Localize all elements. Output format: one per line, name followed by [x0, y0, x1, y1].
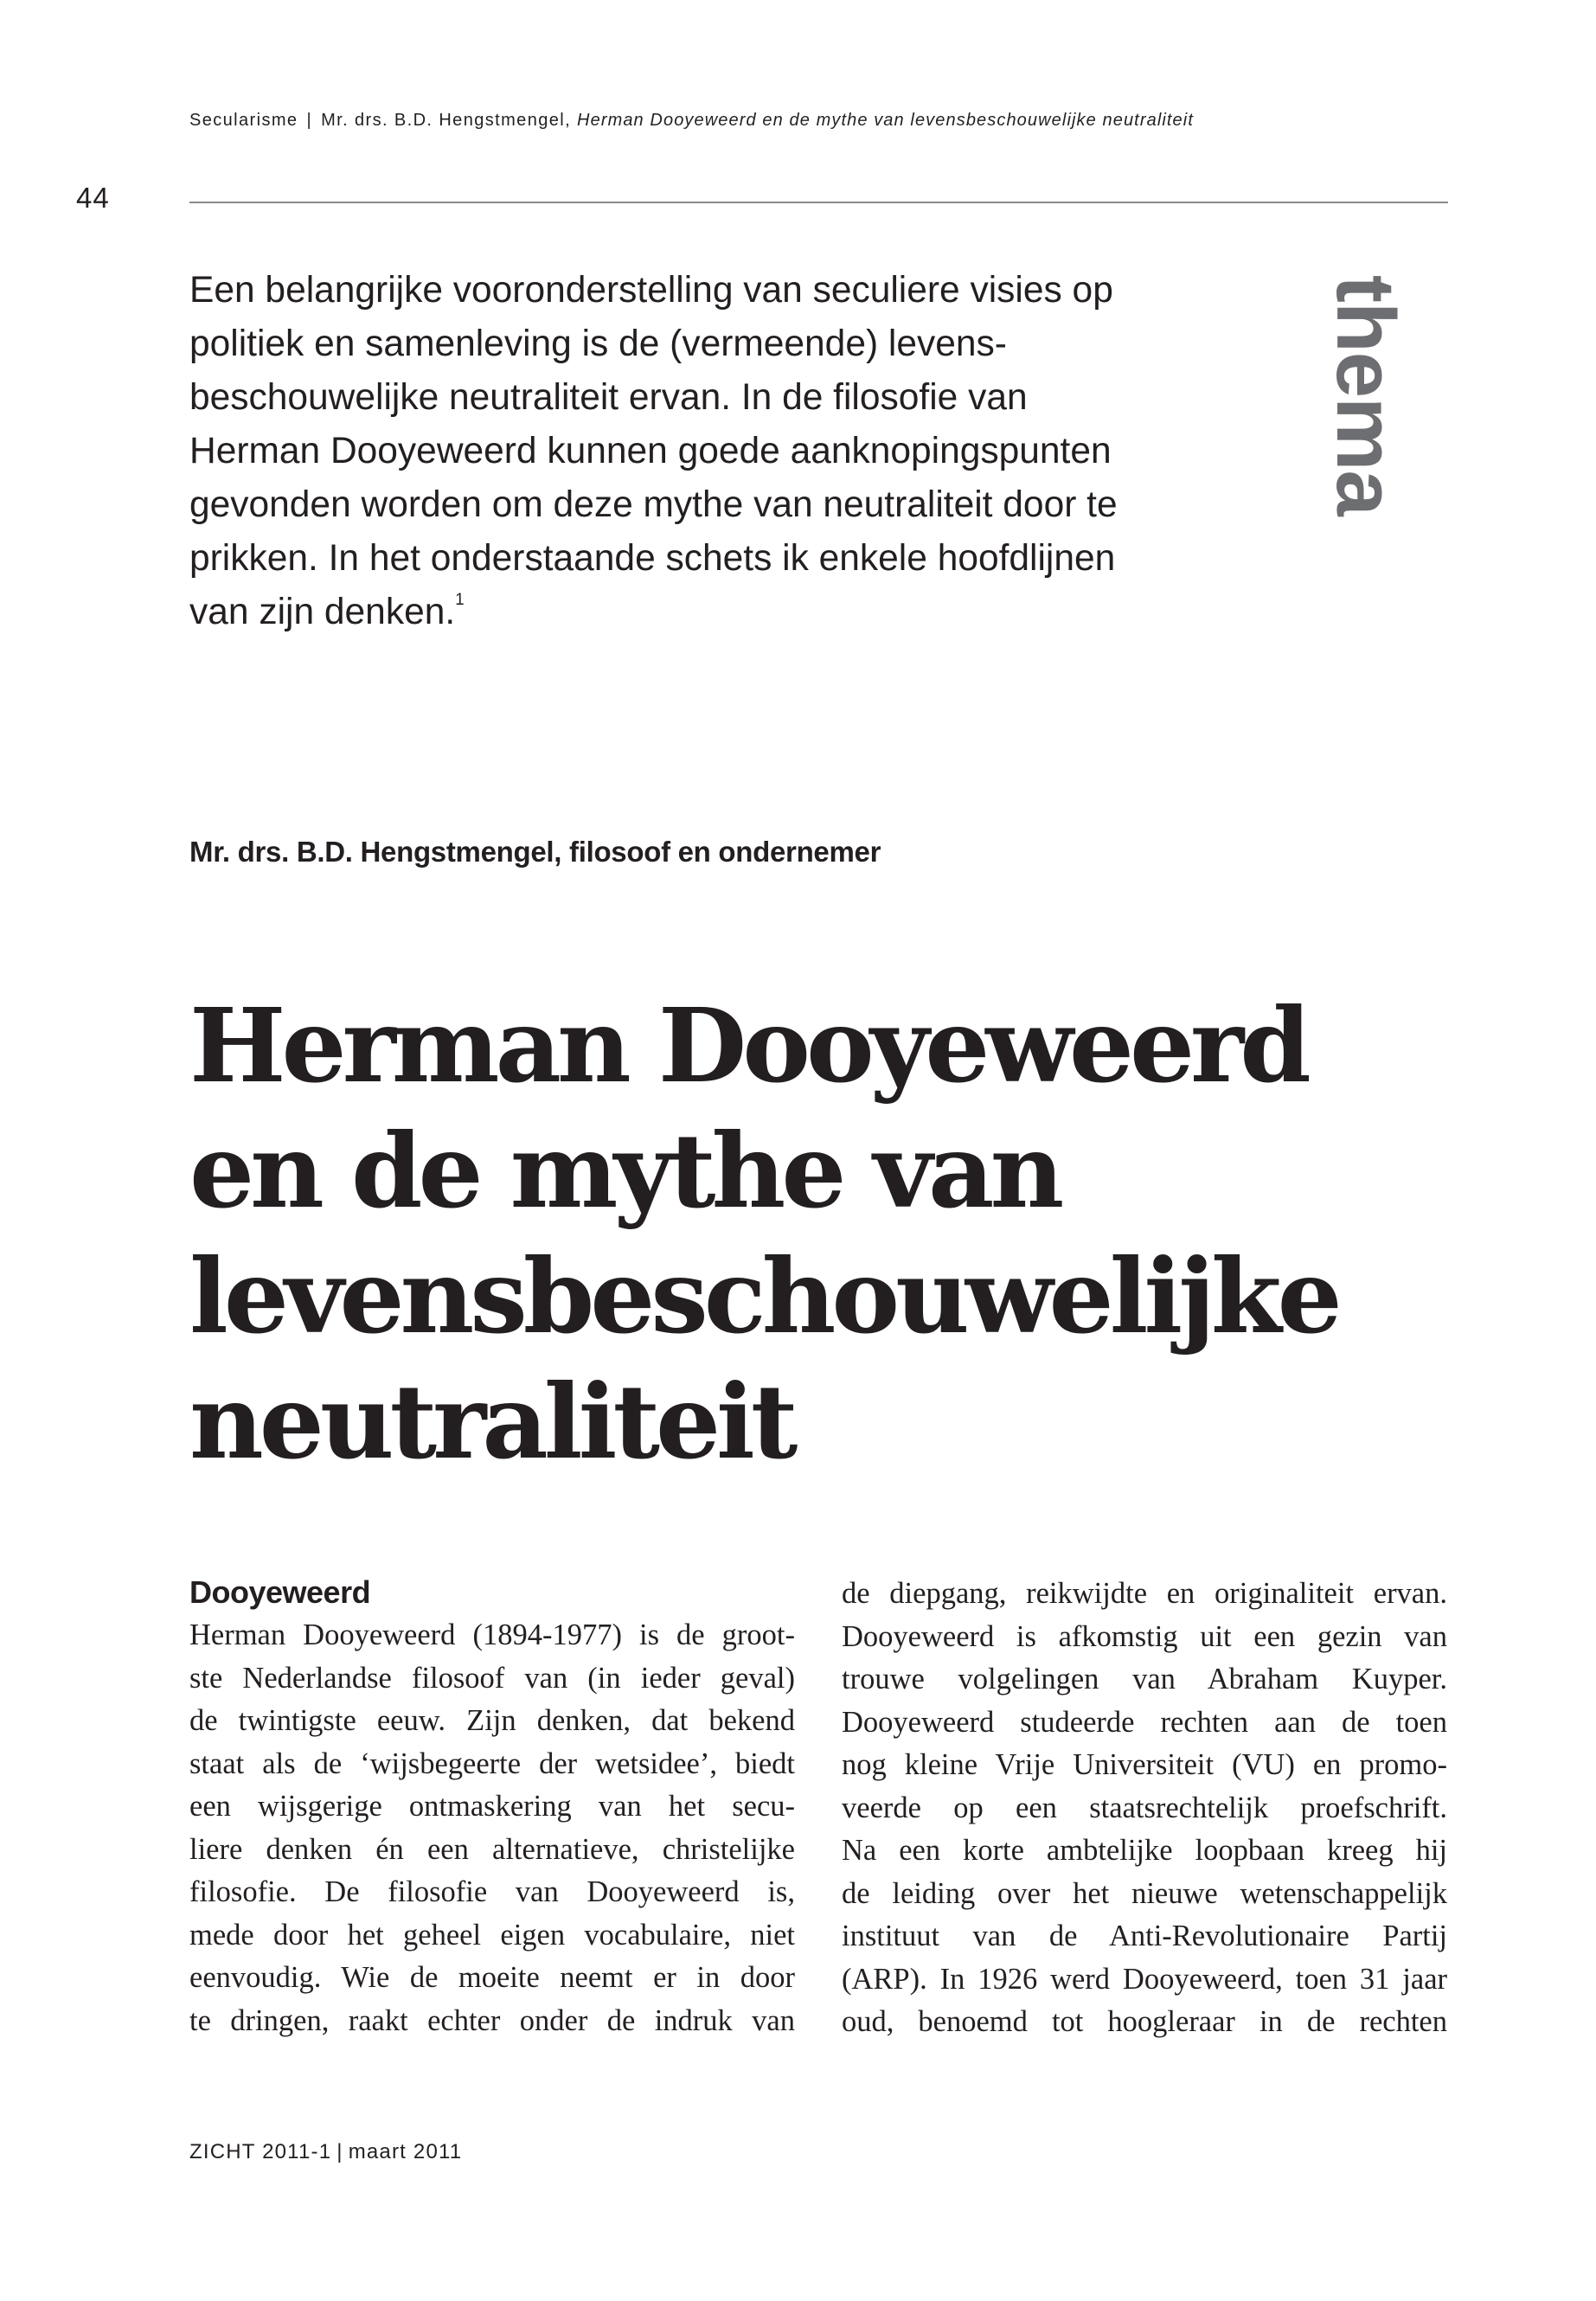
- footer-issue: ZICHT 2011-1: [189, 2140, 332, 2163]
- body-line: Herman Dooyeweerd (1894-1977) is de groot-: [189, 1618, 795, 1651]
- body-line: de twintigste eeuw. Zijn denken, dat bekend: [189, 1704, 795, 1737]
- section-tag: [1319, 275, 1529, 516]
- lead-line-last: [189, 586, 1167, 639]
- title-line: levensbeschouwelijke: [189, 1236, 1338, 1356]
- header-rule: [189, 202, 1448, 203]
- article-title: [189, 983, 1487, 1484]
- body-line: veerde op een staatsrechtelijk proefschrift.: [842, 1791, 1447, 1824]
- body-line: mede door het geheel eigen vocabulaire, niet: [189, 1918, 795, 1952]
- body-line: eenvoudig. Wie de moeite neemt er in door: [189, 1961, 795, 1994]
- author-line: Mr. drs. B.D. Hengstmengel, filosoof en ondernemer: [189, 836, 881, 868]
- body-line: oud, benoemd tot hoogleraar in de rechten: [842, 2005, 1447, 2038]
- body-line: Na een korte ambtelijke loopbaan kreeg hij: [842, 1834, 1447, 1867]
- lead-line: politiek en samenleving is de (vermeende) levens-: [189, 324, 1007, 364]
- body-line: trouwe volgelingen van Abraham Kuyper.: [842, 1663, 1447, 1695]
- lead-line: Herman Dooyeweerd kunnen goede aanknopingspunten: [189, 431, 1112, 471]
- body-line: instituut van de Anti-Revolutionaire Partij: [842, 1920, 1447, 1952]
- lead-line-text: van zijn denken.: [189, 592, 456, 632]
- lead-line: Een belangrijke vooronderstelling van seculiere visies op: [189, 270, 1113, 311]
- running-head-author: Mr. drs. B.D. Hengstmengel,: [321, 111, 572, 130]
- section-tag-label: thema: [1319, 275, 1412, 516]
- body-line: de diepgang, reikwijdte en originaliteit ervan.: [842, 1577, 1447, 1610]
- body-line: ste Nederlandse filosoof van (in ieder geval): [189, 1661, 795, 1695]
- footer-date: maart 2011: [348, 2140, 463, 2163]
- body-line: te dringen, raakt echter onder de indruk van: [189, 2003, 795, 2037]
- body-line: filosofie. De filosofie van Dooyeweerd is,: [189, 1875, 795, 1908]
- title-line: neutraliteit: [189, 1362, 794, 1482]
- running-head-article-title: Herman Dooyeweerd en de mythe van levensbeschouwelijke neutraliteit: [577, 111, 1194, 130]
- title-line: Herman Dooyeweerd: [189, 985, 1307, 1106]
- body-line: (ARP). In 1926 werd Dooyeweerd, toen 31 jaar: [842, 1962, 1447, 1996]
- body-line: Dooyeweerd studeerde rechten aan de toen: [842, 1705, 1447, 1739]
- running-head-separator: |: [306, 111, 313, 130]
- title-line: en de mythe van: [189, 1111, 1061, 1231]
- lead-line: prikken. In het onderstaande schets ik enkele hoofdlijnen: [189, 538, 1116, 579]
- running-head-section: Secularisme: [189, 111, 298, 130]
- section-heading: Dooyeweerd: [189, 1574, 371, 1610]
- body-column-left: [189, 1571, 795, 2042]
- body-line: de leiding over het nieuwe wetenschappelijk: [842, 1876, 1447, 1910]
- page-number: 44: [76, 182, 110, 214]
- footnote-ref[interactable]: 1: [455, 591, 465, 609]
- lead-paragraph: [189, 264, 1167, 639]
- body-line: een wijsgerige ontmaskering van het secu-: [189, 1790, 795, 1823]
- body-line: Dooyeweerd is afkomstig uit een gezin van: [842, 1619, 1447, 1653]
- lead-line: beschouwelijke neutraliteit ervan. In de filosofie van: [189, 377, 1028, 418]
- body-column-right: [842, 1573, 1447, 2044]
- running-head: [189, 111, 1452, 131]
- footer-separator: |: [337, 2140, 343, 2163]
- body-line: nog kleine Vrije Universiteit (VU) en promo-: [842, 1748, 1447, 1781]
- body-line: staat als de ‘wijsbegeerte der wetsidee’, biedt: [189, 1747, 795, 1780]
- lead-line: gevonden worden om deze mythe van neutraliteit door te: [189, 484, 1118, 525]
- body-line: liere denken én een alternatieve, christelijke: [189, 1832, 795, 1866]
- page-footer: [189, 2140, 462, 2164]
